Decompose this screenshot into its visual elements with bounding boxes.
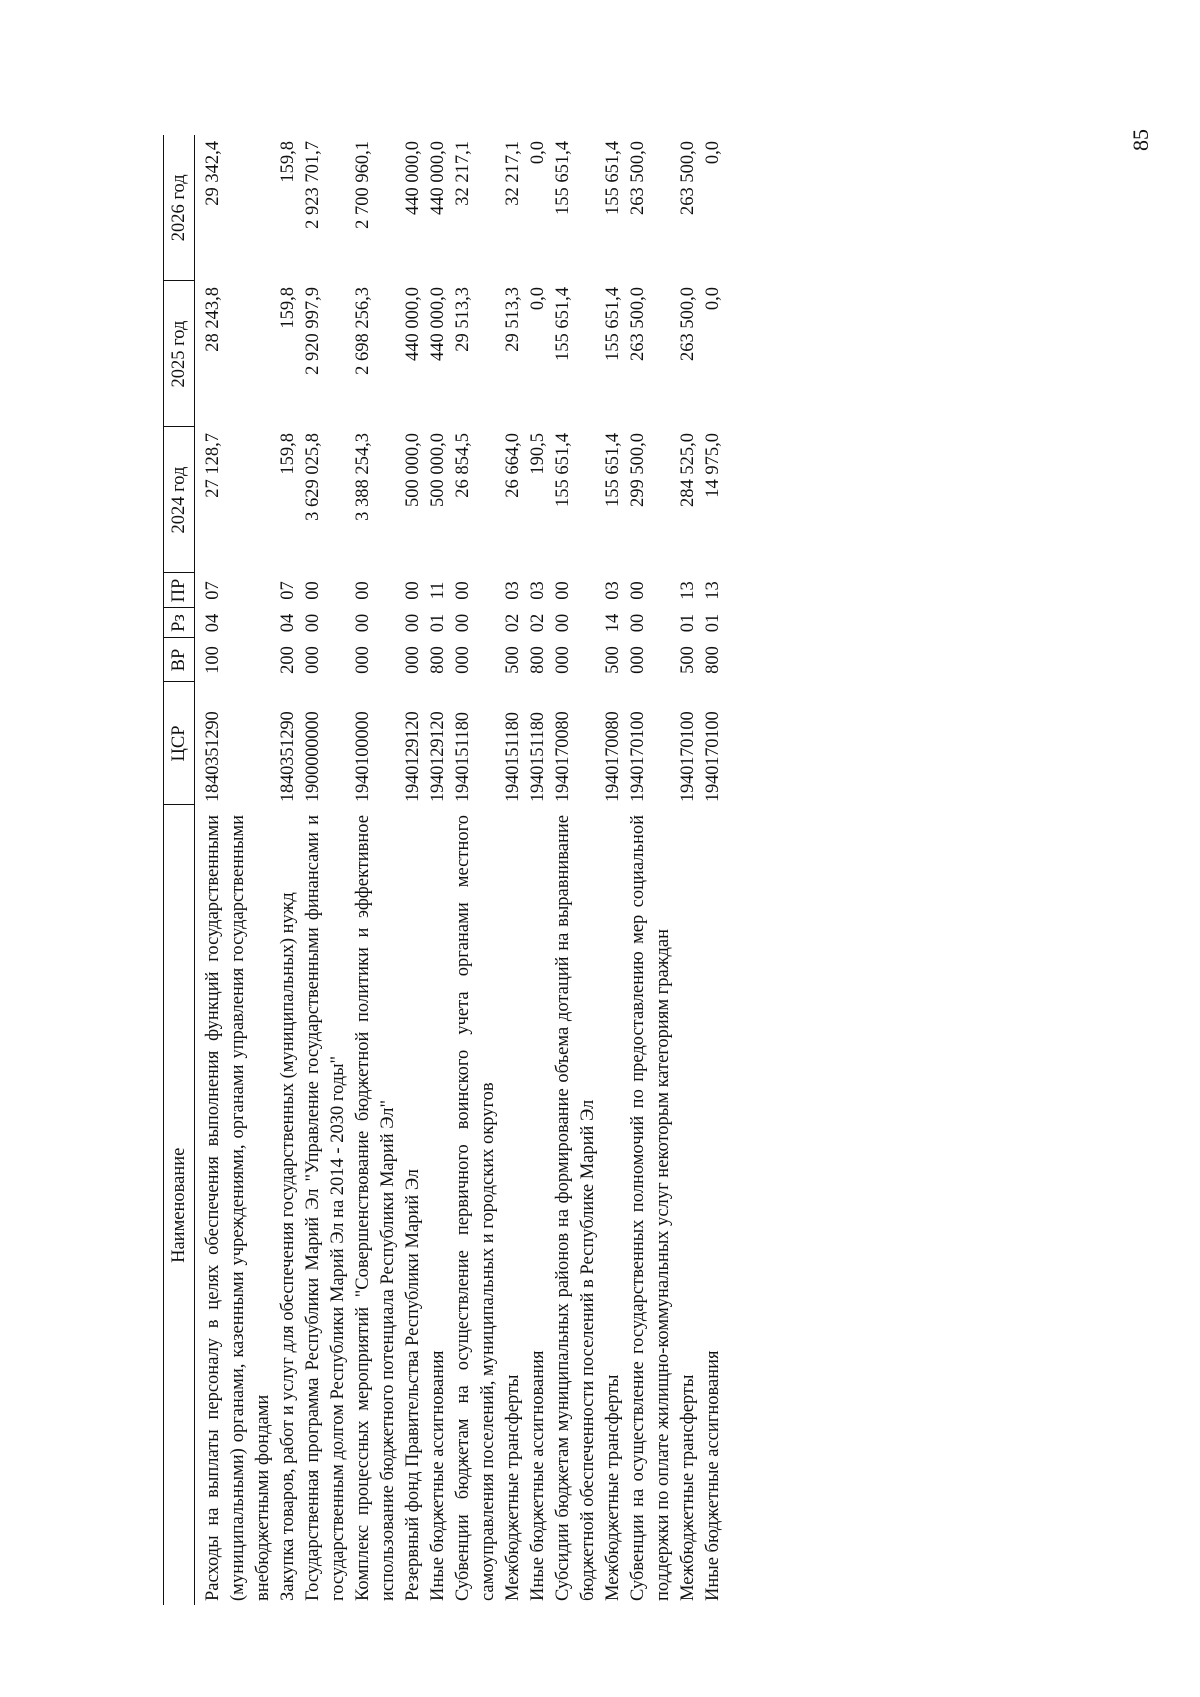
- row-rz: 02: [503, 613, 523, 633]
- row-name: Субсидии бюджетам муниципальных районов на формирование объема дотаций на выравнивание бюджетной обеспеченности поселений в Республике Марий Эл: [553, 815, 598, 1601]
- row-2026: 155 651,4: [553, 141, 573, 215]
- row-name: Иные бюджетные ассигнования: [428, 1350, 448, 1601]
- row-2024: 190,5: [528, 433, 548, 475]
- row-2025: 29 513,3: [453, 287, 473, 352]
- row-vr: 000: [628, 646, 648, 674]
- row-2024: 155 651,4: [603, 433, 623, 507]
- row-name: Субвенции на осуществление государственных полномочий по предоставлению мер социальной поддержки по оплате жилищно-коммунальных услуг некоторым категориям граждан: [628, 815, 673, 1601]
- header-vr: ВР: [164, 638, 195, 682]
- row-2025: 2 920 997,9: [303, 287, 323, 375]
- row-2026: 440 000,0: [403, 141, 423, 215]
- row-name: Межбюджетные трансферты: [678, 1374, 698, 1601]
- row-2025: 0,0: [703, 287, 723, 311]
- row-name: Закупка товаров, работ и услуг для обеспечения государственных (муниципальных) нужд: [278, 892, 298, 1601]
- row-2025: 263 500,0: [678, 287, 698, 361]
- row-vr: 500: [603, 646, 623, 674]
- header-2025: 2025 год: [164, 281, 195, 427]
- row-rz: 04: [278, 613, 298, 633]
- row-rz: 00: [553, 613, 573, 633]
- row-csr: 1940170080: [603, 711, 623, 802]
- row-vr: 100: [203, 646, 223, 674]
- row-2025: 263 500,0: [628, 287, 648, 361]
- row-vr: 800: [703, 646, 723, 674]
- row-csr: 1940129120: [428, 711, 448, 802]
- row-csr: 1940129120: [403, 711, 423, 802]
- budget-table: [163, 135, 726, 1605]
- header-pr: ПР: [164, 573, 195, 608]
- row-pr: 00: [403, 581, 423, 600]
- row-pr: 00: [628, 581, 648, 600]
- row-name: Государственная программа Республики Марий Эл "Управление государственными финансами и государственным долгом Республики Марий Эл на 2014 - 2030 годы": [303, 815, 348, 1601]
- table-row: [401, 135, 426, 1605]
- row-2026: 32 217,1: [503, 141, 523, 206]
- row-rz: 04: [203, 613, 223, 633]
- table-row: [701, 135, 726, 1605]
- row-2026: 155 651,4: [603, 141, 623, 215]
- row-name: Межбюджетные трансферты: [603, 1374, 623, 1601]
- row-rz: 00: [353, 613, 373, 633]
- row-csr: 1940151180: [503, 712, 523, 802]
- table-row: [451, 135, 501, 1605]
- row-2026: 2 923 701,7: [303, 141, 323, 229]
- row-rz: 00: [628, 613, 648, 633]
- row-2025: 440 000,0: [428, 287, 448, 361]
- row-2025: 159,8: [278, 287, 298, 329]
- row-pr: 03: [528, 581, 548, 600]
- row-rz: 01: [678, 613, 698, 633]
- row-pr: 13: [678, 581, 698, 600]
- table-row: [601, 135, 626, 1605]
- rotated-page-content: [163, 135, 1013, 1605]
- row-name: Резервный фонд Правительства Республики Марий Эл: [403, 1168, 423, 1601]
- row-name: Иные бюджетные ассигнования: [528, 1350, 548, 1601]
- row-pr: 07: [278, 581, 298, 600]
- row-name: Расходы на выплаты персоналу в целях обеспечения выполнения функций государственными (муниципальными) органами, казенными учреждениями, органами управления государственными внебюджетными фондами: [203, 815, 273, 1601]
- header-name: Наименование: [164, 805, 195, 1605]
- table-row: [201, 135, 276, 1605]
- table-row: [501, 135, 526, 1605]
- row-rz: 00: [453, 613, 473, 633]
- row-csr: 1940170100: [678, 711, 698, 802]
- row-rz: 02: [528, 613, 548, 633]
- header-2024: 2024 год: [164, 427, 195, 573]
- row-2026: 263 500,0: [678, 141, 698, 215]
- row-vr: 000: [553, 646, 573, 674]
- row-vr: 500: [503, 646, 523, 674]
- row-2026: 440 000,0: [428, 141, 448, 215]
- row-pr: 00: [553, 581, 573, 600]
- row-vr: 000: [303, 646, 323, 674]
- row-2024: 159,8: [278, 433, 298, 475]
- table-row: [276, 135, 301, 1605]
- row-csr: 1840351290: [278, 711, 298, 802]
- row-vr: 500: [678, 646, 698, 674]
- row-rz: 01: [703, 613, 723, 633]
- row-2024: 27 128,7: [203, 433, 223, 498]
- row-2024: 155 651,4: [553, 433, 573, 507]
- row-vr: 000: [453, 646, 473, 674]
- header-csr: ЦСР: [164, 682, 195, 805]
- row-2024: 500 000,0: [403, 433, 423, 507]
- table-body: [195, 135, 727, 1605]
- table-row: [526, 135, 551, 1605]
- row-pr: 03: [503, 581, 523, 600]
- row-2024: 500 000,0: [428, 433, 448, 507]
- row-csr: 1940170100: [703, 711, 723, 802]
- table-row: [301, 135, 351, 1605]
- row-rz: 00: [403, 613, 423, 633]
- row-2026: 159,8: [278, 141, 298, 183]
- row-csr: 1940170100: [628, 711, 648, 802]
- row-name: Субвенции бюджетам на осуществление первичного воинского учета органами местного самоуправления поселений, муниципальных и городских округов: [453, 815, 498, 1601]
- row-2024: 26 664,0: [503, 433, 523, 498]
- row-2026: 29 342,4: [203, 141, 223, 206]
- row-vr: 200: [278, 646, 298, 674]
- row-2025: 28 243,8: [203, 287, 223, 352]
- row-2026: 32 217,1: [453, 141, 473, 206]
- header-rz: Рз: [164, 608, 195, 638]
- table-header: [164, 135, 195, 1605]
- row-csr: 1940151180: [528, 712, 548, 802]
- row-vr: 000: [353, 646, 373, 674]
- row-name: Межбюджетные трансферты: [503, 1374, 523, 1601]
- row-2025: 155 651,4: [603, 287, 623, 361]
- row-2025: 155 651,4: [553, 287, 573, 361]
- row-rz: 01: [428, 613, 448, 633]
- table-row: [426, 135, 451, 1605]
- row-2024: 3 388 254,3: [353, 433, 373, 521]
- row-2025: 440 000,0: [403, 287, 423, 361]
- row-2024: 284 525,0: [678, 433, 698, 507]
- row-csr: 1940100000: [353, 711, 373, 802]
- row-pr: 11: [428, 581, 448, 600]
- row-2025: 0,0: [528, 287, 548, 311]
- row-pr: 07: [203, 581, 223, 600]
- row-rz: 00: [303, 613, 323, 633]
- table-row: [676, 135, 701, 1605]
- row-2025: 2 698 256,3: [353, 287, 373, 375]
- row-vr: 800: [528, 646, 548, 674]
- row-rz: 14: [603, 613, 623, 633]
- row-vr: 800: [428, 646, 448, 674]
- table-row: [351, 135, 401, 1605]
- row-csr: 1940170080: [553, 711, 573, 802]
- row-pr: 00: [353, 581, 373, 600]
- row-pr: 00: [453, 581, 473, 600]
- row-2024: 299 500,0: [628, 433, 648, 507]
- row-2026: 0,0: [528, 141, 548, 165]
- row-2024: 26 854,5: [453, 433, 473, 498]
- row-2026: 0,0: [703, 141, 723, 165]
- row-name: Иные бюджетные ассигнования: [703, 1350, 723, 1601]
- row-vr: 000: [403, 646, 423, 674]
- table-row: [626, 135, 676, 1605]
- row-2026: 2 700 960,1: [353, 141, 373, 229]
- row-2025: 29 513,3: [503, 287, 523, 352]
- row-csr: 1900000000: [303, 711, 323, 802]
- row-2024: 3 629 025,8: [303, 433, 323, 521]
- row-2026: 263 500,0: [628, 141, 648, 215]
- row-pr: 13: [703, 581, 723, 600]
- row-csr: 1840351290: [203, 711, 223, 802]
- row-2024: 14 975,0: [703, 433, 723, 498]
- page-number: 85: [1128, 129, 1153, 151]
- table-row: [551, 135, 601, 1605]
- row-csr: 1940151180: [453, 712, 473, 802]
- header-2026: 2026 год: [164, 135, 195, 281]
- row-name: Комплекс процессных мероприятий "Совершенствование бюджетной политики и эффективное использование бюджетного потенциала Республики Марий Эл": [353, 815, 398, 1601]
- row-pr: 03: [603, 581, 623, 600]
- row-pr: 00: [303, 581, 323, 600]
